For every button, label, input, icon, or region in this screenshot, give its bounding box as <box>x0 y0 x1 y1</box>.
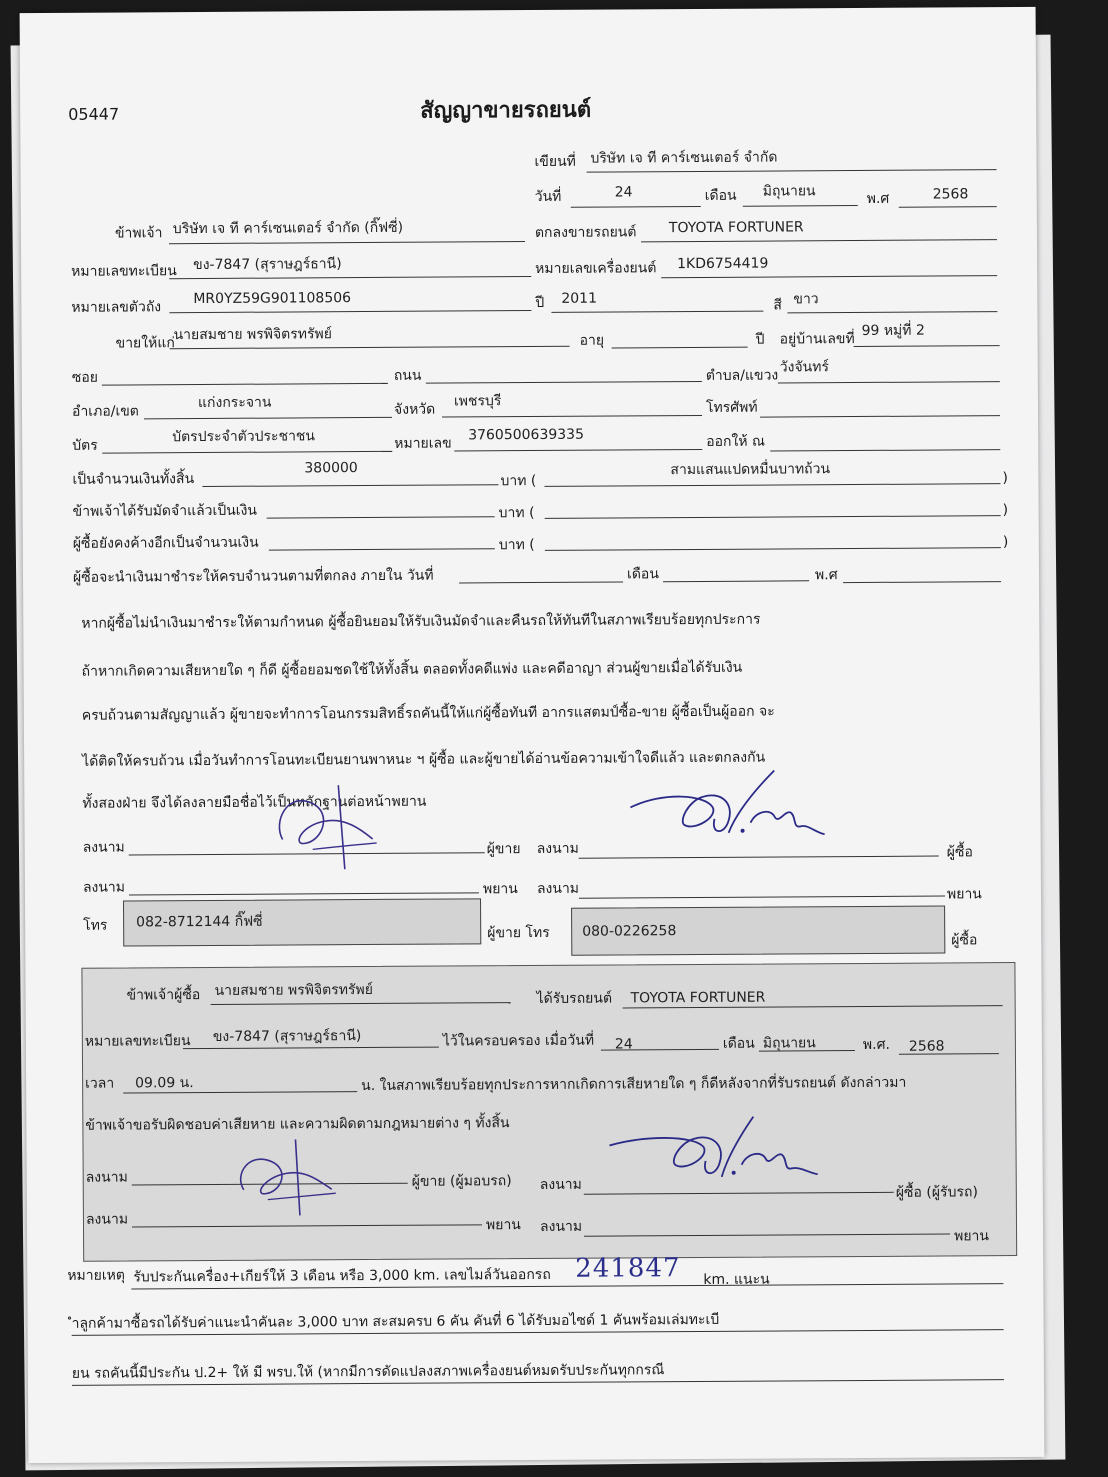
house-value: 99 หมู่ที่ 2 <box>861 322 925 339</box>
house-line <box>854 345 1000 347</box>
buyer-sign-role: ผู้ซื้อ <box>946 844 973 861</box>
receipt-car-value: TOYOTA FORTUNER <box>630 989 766 1007</box>
terms-line-1: หากผู้ซื้อไม่นำเงินมาชำระให้ตามกำหนด ผู้ซื้อยินยอมให้รับเงินมัดจำและคืนรถให้ทันทีในสภาพเรียบร้อยทุกประการ <box>81 611 761 632</box>
receipt-day-value: 24 <box>614 1036 633 1053</box>
phone-line <box>760 415 1000 417</box>
contract-sheet <box>20 7 1045 1463</box>
due-year-label: พ.ศ <box>814 567 838 584</box>
terms-line-2: ถ้าหากเกิดความเสียหายใด ๆ ก็ดี ผู้ซื้อยอมชดใช้ให้ทั้งสิ้น ตลอดทั้งคดีแพ่ง และคดีอาญา ส่วนผู้ขายเมื่อได้รับเงิน <box>81 659 743 680</box>
deposit-words-line <box>545 515 1001 519</box>
road-label: ถนน <box>393 367 422 384</box>
mileage-unit: km. แนะน <box>703 1271 770 1288</box>
subdistrict-label: ตำบล/แขวง <box>705 367 779 384</box>
receipt-possession-label: ไว้ในครอบครอง เมื่อวันที่ <box>442 1032 595 1050</box>
subdistrict-value: วังจันทร์ <box>779 359 830 376</box>
seller-line <box>169 241 525 244</box>
seller-value: บริษัท เจ ที คาร์เซนเตอร์ จำกัด (กิ๊ฟซี่) <box>172 219 404 238</box>
year-line <box>899 206 997 208</box>
note-line-3: ยน รถคันนี้มีประกัน ป.2+ ให้ มี พรบ.ให้ (หากมีการดัดแปลงสภาพเครื่องยนต์หมดรับประกันทุกกรณี <box>71 1362 665 1382</box>
deposit-baht-label: บาท ( <box>498 504 535 522</box>
due-month-line <box>663 580 809 582</box>
receipt-witness2-role: พยาน <box>954 1228 989 1245</box>
seller-sign-role: ผู้ขาย <box>486 841 521 858</box>
receipt-reg-label: หมายเลขทะเบียน <box>84 1033 191 1050</box>
card-label: บัตร <box>72 437 98 454</box>
issued-label: ออกให้ ณ <box>706 433 766 450</box>
district-label: อำเภอ/เขต <box>71 403 139 420</box>
owed-close-paren: ) <box>1002 534 1009 551</box>
receipt-witness1-sign-label: ลงนาม <box>85 1211 129 1228</box>
receipt-reg-value: ขง-7847 (สุราษฎร์ธานี) <box>212 1028 362 1045</box>
total-close-paren: ) <box>1002 470 1008 487</box>
deposit-close-paren: ) <box>1002 502 1009 519</box>
due-day-line <box>459 581 623 583</box>
year-label: พ.ศ <box>866 190 890 207</box>
witness2-sign-label: ลงนาม <box>536 880 580 897</box>
note-label: หมายเหตุ <box>67 1267 125 1284</box>
due-label: ผู้ซื้อจะนำเงินมาชำระให้ครบจำนวนตามที่ตกลง ภายใน วันที่ <box>72 567 434 586</box>
receipt-year-label: พ.ศ. <box>862 1036 890 1053</box>
receipt-time-label: เวลา <box>85 1075 115 1092</box>
color-label: สี <box>773 297 782 314</box>
month-label: เดือน <box>704 187 737 204</box>
seller-signature-icon <box>252 781 403 872</box>
witness1-sign-label: ลงนาม <box>82 879 126 896</box>
total-line <box>202 484 498 487</box>
written-at-value: บริษัท เจ ที คาร์เซนเตอร์ จำกัด <box>590 149 778 167</box>
receipt-year-value: 2568 <box>908 1038 945 1055</box>
card-no-line <box>454 449 702 452</box>
year-value: 2568 <box>932 186 969 203</box>
reg-label: หมายเลขทะเบียน <box>71 263 177 280</box>
receipt-reg-line <box>183 1047 439 1050</box>
buyer-value: นายสมชาย พรพิจิตรทรัพย์ <box>173 326 333 344</box>
receipt-witness2-line <box>584 1233 950 1236</box>
total-words-value: สามแสนแปดหมื่นบาทถ้วน <box>670 461 831 479</box>
receipt-buyer-signature-icon <box>603 1114 834 1199</box>
owed-line <box>269 548 495 550</box>
receipt-text-1: น. ในสภาพเรียบร้อยทุกประการหากเกิดการเสียหายใด ๆ ก็ดีหลังจากที่รับรถยนต์ ดังกล่าวมา <box>361 1074 907 1095</box>
age-unit-label: ปี <box>755 331 765 348</box>
receipt-witness1-role: พยาน <box>485 1217 521 1234</box>
buyer-sign-label: ลงนาม <box>536 840 579 857</box>
buyer-phone-value: 080-0226258 <box>582 923 677 940</box>
engine-value: 1KD6754419 <box>677 255 769 273</box>
due-year-line <box>843 581 1001 583</box>
receipt-time-value: 09.09 น. <box>135 1075 194 1092</box>
note-line-2: ำลูกค้ามาซื้อรถได้รับค่าแนะนำคันละ 3,000 บาท สะสมครบ 6 คัน คันที่ 6 ได้รับมอไซด์ 1 คันพร้อมเล่มทะเบี <box>71 1311 720 1332</box>
chassis-value: MR0YZ59G901108506 <box>193 290 352 308</box>
province-line <box>442 415 702 418</box>
terms-line-3: ครบถ้วนตามสัญญาแล้ว ผู้ขายจะทำการโอนกรรมสิทธิ์รถคันนี้ให้แก่ผู้ซื้อทันที อากรแสตมป์ซื้อ-ขาย ผู้ซื้อเป็นผู้ออก จะ <box>81 703 775 724</box>
total-words-line <box>544 483 1000 487</box>
soi-line <box>102 383 388 386</box>
receipt-month-value: มิถุนายน <box>762 1035 816 1052</box>
seller-phone-value: 082-8712144 กิ๊ฟซี่ <box>136 913 263 931</box>
district-value: แก่งกระจาน <box>197 394 272 412</box>
house-label: อยู่บ้านเลขที่ <box>779 331 855 348</box>
reg-value: ขง-7847 (สุราษฎร์ธานี) <box>193 256 342 274</box>
receipt-seller-sign-label: ลงนาม <box>85 1169 128 1186</box>
deposit-label: ข้าพเจ้าได้รับมัดจำแล้วเป็นเงิน <box>72 502 258 520</box>
receipt-month-label: เดือน <box>722 1035 755 1052</box>
chassis-label: หมายเลขตัวถัง <box>71 299 162 316</box>
receipt-section <box>81 962 1017 1262</box>
seller-phone-label: โทร <box>83 917 108 934</box>
province-value: เพชรบุรี <box>453 393 502 410</box>
car-line <box>641 239 997 242</box>
buyer-label: ขายให้แก่ <box>115 335 175 352</box>
car-year-label: ปี <box>535 294 545 311</box>
total-baht-label: บาท ( <box>500 472 537 490</box>
agree-label: ตกลงขายรถยนต์ <box>534 224 637 241</box>
card-no-label: หมายเลข <box>394 435 452 452</box>
total-label: เป็นจำนวนเงินทั้งสิ้น <box>72 471 195 488</box>
seller-label: ข้าพเจ้า <box>114 225 163 242</box>
reg-line <box>169 276 531 279</box>
note-line-1: รับประกันเครื่อง+เกียร์ให้ 3 เดือน หรือ 3,000 km. เลขไมล์วันออกรถ <box>133 1266 551 1286</box>
month-value: มิถุนายน <box>762 183 816 200</box>
card-value: บัตรประจำตัวประชาชน <box>172 428 316 446</box>
soi-label: ซอย <box>71 369 98 386</box>
day-value: 24 <box>614 184 633 201</box>
receipt-buyer-value: นายสมชาย พรพิจิตรทรัพย์ <box>214 981 374 999</box>
seller-sign-label: ลงนาม <box>82 839 125 856</box>
buyer-phone-box <box>571 905 945 955</box>
receipt-buyer-sign-label: ลงนาม <box>539 1176 582 1193</box>
issued-line <box>770 449 1000 451</box>
receipt-text-2: ข้าพเจ้าขอรับผิดชอบค่าเสียหาย และความผิดตามกฎหมายต่าง ๆ ทั้งสิ้น <box>85 1115 510 1134</box>
receipt-witness1-line <box>132 1224 482 1227</box>
car-year-value: 2011 <box>561 290 598 307</box>
receipt-witness2-sign-label: ลงนาม <box>539 1218 583 1235</box>
receipt-buyer-role: ผู้ซื้อ (ผู้รับรถ) <box>895 1184 978 1201</box>
color-line <box>787 311 997 313</box>
owed-label: ผู้ซื้อยังคงค้างอีกเป็นจำนวนเงิน <box>72 534 259 552</box>
document-title: สัญญาขายรถยนต์ <box>420 97 592 124</box>
witness2-sign-line <box>579 895 945 898</box>
buyer-phone-role: ผู้ซื้อ <box>951 932 978 949</box>
owed-baht-label: บาท ( <box>498 536 535 554</box>
terms-line-4: ได้ติดให้ครบถ้วน เมื่อวันทำการโอนทะเบียนยานพาหนะ ฯ ผู้ซื้อ และผู้ขายได้อ่านข้อความเข้าใจดีแล้ว และตกลงกัน <box>82 749 766 770</box>
receipt-received-label: ได้รับรถยนต์ <box>536 990 613 1007</box>
color-value: ขาว <box>793 291 819 308</box>
witness2-role: พยาน <box>946 886 982 903</box>
document-number: 05447 <box>68 104 120 124</box>
deposit-line <box>267 516 495 518</box>
engine-line <box>661 275 997 278</box>
seller-phone-role: ผู้ขาย โทร <box>487 924 550 942</box>
written-at-label: เขียนที่ <box>534 153 576 170</box>
age-line <box>612 347 748 349</box>
due-month-label: เดือน <box>626 566 659 583</box>
car-value: TOYOTA FORTUNER <box>668 219 804 237</box>
day-line <box>571 206 701 208</box>
receipt-seller-signature-icon <box>223 1137 353 1218</box>
car-year-line <box>551 311 763 313</box>
age-label: อายุ <box>579 332 605 349</box>
receipt-seller-role: ผู้ขาย (ผู้มอบรถ) <box>411 1173 512 1190</box>
witness1-sign-line <box>129 892 479 895</box>
road-line <box>426 381 702 384</box>
terms-line-5: ทั้งสองฝ่าย จึงได้ลงลายมือชื่อไว้เป็นหลักฐานต่อหน้าพยาน <box>82 793 427 812</box>
subdistrict-line <box>778 381 1000 383</box>
seller-phone-box <box>123 898 481 946</box>
phone-label: โทรศัพท์ <box>705 399 758 416</box>
chassis-line <box>169 310 531 313</box>
total-value: 380000 <box>304 460 358 477</box>
receipt-buyer-line <box>211 1002 511 1005</box>
date-label: วันที่ <box>534 188 562 205</box>
written-at-line <box>587 169 997 173</box>
receipt-buyer-label: ข้าพเจ้าผู้ซื้อ <box>126 987 201 1004</box>
district-line <box>144 417 392 420</box>
buyer-signature-icon <box>624 760 835 857</box>
mileage-value: 241847 <box>575 1253 681 1284</box>
province-label: จังหวัด <box>393 401 436 418</box>
engine-label: หมายเลขเครื่องยนต์ <box>535 260 657 277</box>
month-line <box>743 205 858 207</box>
card-line <box>102 451 392 454</box>
owed-words-line <box>545 547 1001 551</box>
witness1-role: พยาน <box>482 881 518 898</box>
buyer-line <box>170 346 570 349</box>
card-no-value: 3760500639335 <box>468 426 585 444</box>
